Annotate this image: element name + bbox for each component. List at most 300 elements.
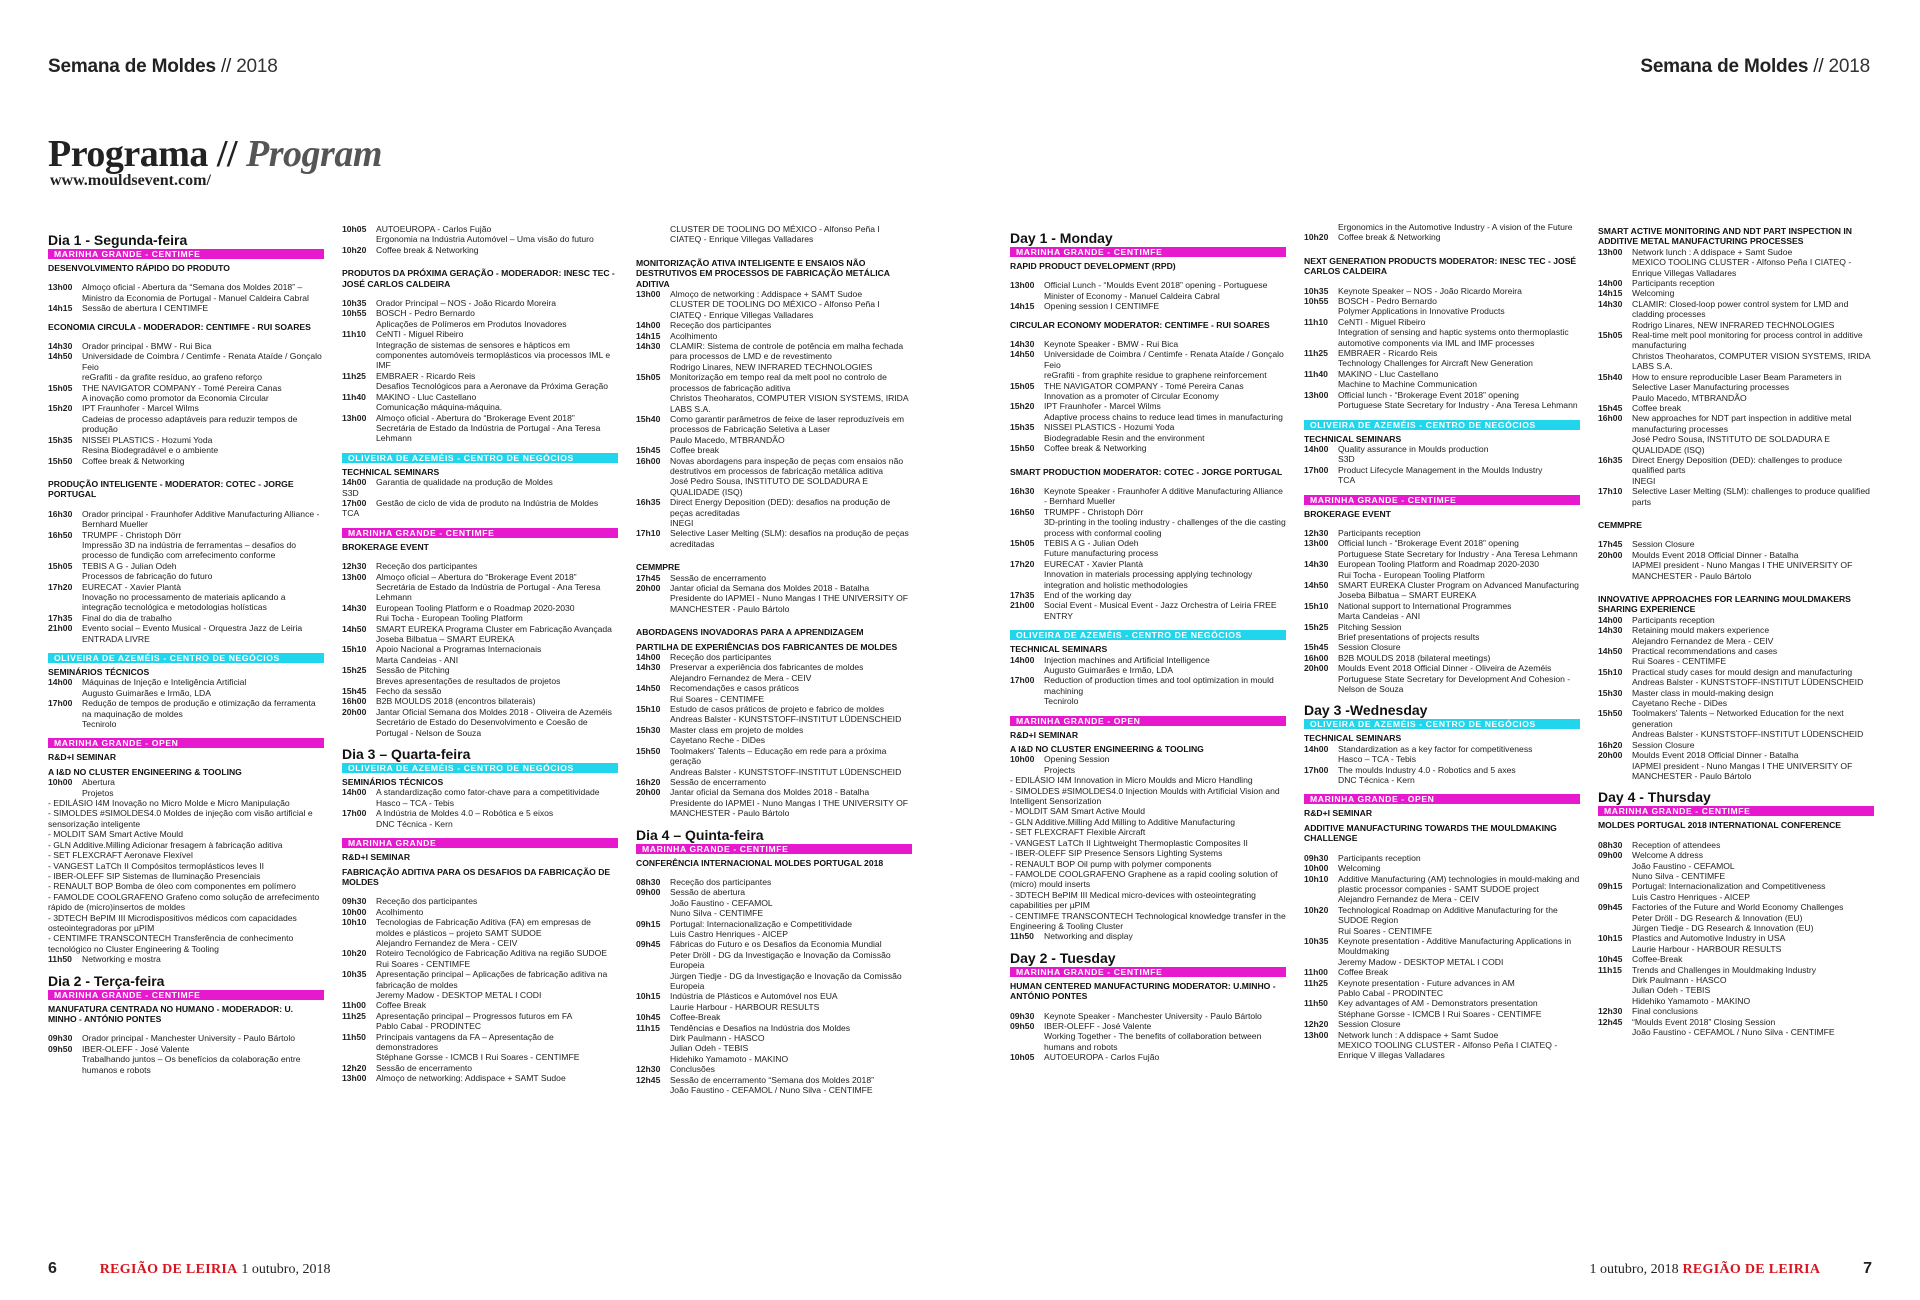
spacer <box>342 289 618 298</box>
entry-time: 10h35 <box>342 969 367 980</box>
entry-detail: INEGI <box>670 517 694 528</box>
entry-text: Coffee-Break <box>1632 954 1683 965</box>
spacer <box>342 887 618 896</box>
entry-detail: Stéphane Gorsse - ICMCB I Rui Soares - CENTIMFE <box>1338 1008 1542 1019</box>
entry-time: 12h45 <box>1598 1016 1623 1027</box>
entry-time: 10h55 <box>342 308 367 319</box>
entry-detail: Nuno Silva - CENTIMFE <box>1632 870 1726 881</box>
schedule-entry <box>636 662 912 672</box>
entry-detail: Breves apresentações de resultados de projetos <box>376 675 561 686</box>
schedule-entry <box>48 383 324 393</box>
entry-time: 13h00 <box>1010 280 1035 291</box>
entry-time: 17h45 <box>1598 539 1623 550</box>
entry-time: 10h45 <box>636 1012 661 1023</box>
entry-text: Welcome A ddress <box>1632 850 1704 861</box>
entry-text: EURECAT - Xavier Plantà <box>82 581 182 592</box>
session-heading: ADDITIVE MANUFACTURING TOWARDS THE MOULDMAKING CHALLENGE <box>1304 822 1557 844</box>
entry-time: 20h00 <box>636 583 661 593</box>
schedule-entry <box>1598 486 1874 507</box>
schedule-entry <box>1598 881 1874 891</box>
session-heading: HUMAN CENTERED MANUFACTURING MODERATOR: U.MINHO - ANTÓNIO PONTES <box>1010 980 1276 1002</box>
schedule-entry <box>1304 765 1580 775</box>
entry-time: 15h20 <box>48 403 73 414</box>
entry-time: 13h00 <box>342 1073 367 1084</box>
entry-text: Factories of the Future and World Economy Challenges <box>1632 902 1844 913</box>
entry-time: 17h20 <box>48 581 73 592</box>
entry-time: 11h50 <box>48 954 72 965</box>
session-heading: DESENVOLVIMENTO RÁPIDO DO PRODUTO <box>48 263 230 273</box>
entry-time: 12h30 <box>1304 527 1329 538</box>
entry-text: MAKINO - Lluc Castellano <box>1338 368 1439 379</box>
entry-text: Abertura <box>82 777 115 788</box>
entry-time: 10h20 <box>1304 904 1329 915</box>
entry-detail: Trabalhando juntos – Os benefícios da colaboração entre humanos e robots <box>82 1054 301 1075</box>
entry-detail: Working Together - The benefits of collaboration between humans and robots <box>1044 1031 1262 1052</box>
venue-band: OLIVEIRA DE AZEMÉIS - CENTRO DE NEGÓCIOS <box>342 763 618 773</box>
entry-time: 14h50 <box>1010 349 1035 360</box>
entry-text: Recomendações e casos práticos <box>670 683 799 694</box>
schedule-entry <box>636 372 912 393</box>
schedule-entry <box>636 887 912 897</box>
session-heading: MANUFATURA CENTRADA NO HUMANO - MODERADOR: U. MINHO - ANTÓNIO PONTES <box>48 1003 294 1024</box>
spacer <box>1010 271 1286 280</box>
program-column-3 <box>636 224 912 1095</box>
schedule-entry <box>48 530 324 540</box>
schedule-entry <box>342 696 618 706</box>
entry-text: Product Lifecycle Management in the Moulds Industry <box>1338 464 1543 475</box>
entry-text: Sessão de abertura <box>670 887 746 898</box>
entry-time: 14h30 <box>636 341 661 352</box>
entry-text: Master class in mould-making design <box>1632 687 1774 698</box>
schedule-entry <box>1304 369 1580 379</box>
entry-detail: Luis Castro Henriques - AICEP <box>1632 891 1750 902</box>
schedule-entry <box>1304 528 1580 538</box>
entry-time: 11h50 <box>342 1031 366 1042</box>
project-line: - SIMOLDES #SIMOLDES4.0 Moldes de injeção com visão artificial e sensorização inteligente <box>48 808 313 829</box>
entry-detail: INEGI <box>1632 475 1656 486</box>
entry-time: 14h15 <box>48 303 73 314</box>
schedule-entry <box>1598 288 1874 298</box>
schedule-entry <box>48 613 324 623</box>
schedule-entry <box>636 725 912 735</box>
entry-text: Opening session I CENTIMFE <box>1044 301 1160 312</box>
entry-text: Receção dos participantes <box>376 896 478 907</box>
schedule-entry <box>1598 902 1874 912</box>
entry-time: 14h30 <box>342 602 367 613</box>
session-heading: ABORDAGENS INOVADORAS PARA A APRENDIZAGEM <box>636 627 864 638</box>
spacer <box>48 1024 324 1033</box>
entry-time: 14h00 <box>1598 278 1623 289</box>
schedule-entry <box>1598 372 1874 393</box>
entry-text: Technological Roadmap on Additive Manufacturing for the SUDOE Region <box>1338 904 1558 926</box>
entry-text: TEBIS A G - Julian Odeh <box>1044 537 1139 548</box>
entry-text: Keynote presentation - Additive Manufacturing Applications in Mouldmaking <box>1338 935 1572 957</box>
spacer <box>1598 581 1874 590</box>
newspaper-brand-right: REGIÃO DE LEIRIA <box>1682 1262 1821 1277</box>
schedule-entry <box>48 677 324 687</box>
footer-left <box>48 1260 330 1278</box>
spacer <box>1010 477 1286 486</box>
entry-detail: Christos Theoharatos, COMPUTER VISION SYSTEMS, IRIDA LABS S.A. <box>1632 350 1871 372</box>
schedule-entry <box>1598 330 1874 351</box>
entry-text: Coffee Break <box>1338 967 1389 978</box>
entry-detail: Pablo Cabal - PRODINTEC <box>1338 987 1444 998</box>
project-line: - SET FLEXCRAFT Flexible Aircraft <box>1010 827 1146 838</box>
entry-time: 15h05 <box>636 372 661 383</box>
session-heading: FABRICAÇÃO ADITIVA PARA OS DESAFIOS DA FABRICAÇÃO DE MOLDES <box>342 866 611 887</box>
spacer <box>48 314 324 318</box>
entry-time: 10h05 <box>342 224 367 234</box>
entry-time: 14h30 <box>1598 625 1623 636</box>
entry-time: 12h45 <box>636 1074 661 1085</box>
entry-time: 14h30 <box>1598 298 1623 309</box>
entry-text: Sessão de encerramento <box>670 572 767 583</box>
entry-text: Official lunch - “Brokerage Event 2018” opening <box>1338 538 1519 549</box>
entry-text: Quality assurance in Moulds production <box>1338 443 1489 454</box>
entry-time: 16h35 <box>636 497 661 508</box>
entry-detail: Desafios Tecnológicos para a Aeronave da Próxima Geração <box>376 381 609 392</box>
schedule-entry <box>342 1000 618 1010</box>
entry-text: Receção dos participantes <box>670 320 772 331</box>
entry-time: 14h50 <box>1598 646 1623 657</box>
entry-time: 14h50 <box>342 623 367 634</box>
entry-time: 11h50 <box>1010 931 1034 942</box>
entry-detail: Rui Soares - CENTIMFE <box>1632 656 1727 667</box>
entry-detail: Jeremy Madow - DESKTOP METAL I CODI <box>376 989 542 1000</box>
entry-detail: Pablo Cabal - PRODINTEC <box>376 1021 482 1032</box>
schedule-entry <box>1010 422 1286 432</box>
schedule-entry <box>1304 905 1580 926</box>
session-heading: R&D+I SEMINAR <box>48 752 117 763</box>
entry-text: Networking and display <box>1044 931 1133 942</box>
entry-text: B2B MOULDS 2018 (bilateral meetings) <box>1338 652 1491 663</box>
schedule-entry <box>1304 998 1580 1008</box>
entry-detail: Portuguese State Secretary for Industry - Ana Teresa Lehmann <box>1338 400 1578 411</box>
schedule-entry <box>636 456 912 477</box>
venue-band: MARINHA GRANDE - OPEN <box>1304 794 1580 804</box>
entry-time: 14h00 <box>1598 614 1623 625</box>
entry-detail: reGrafiti - from graphite residue to graphene reinforcement <box>1044 370 1267 381</box>
session-heading: BROKERAGE EVENT <box>1304 508 1391 519</box>
entry-detail: A inovação como promotor da Economia Circular <box>82 393 269 404</box>
entry-detail: Paulo Macedo, MTBRANDÃO <box>670 434 785 445</box>
entry-detail: TCA <box>1338 475 1356 486</box>
entry-detail: Polymer Applications in Innovative Products <box>1338 306 1505 317</box>
schedule-entry <box>1010 443 1286 453</box>
schedule-entry <box>636 787 912 797</box>
entry-text: Direct Energy Deposition (DED): challenges to produce qualified parts <box>1632 454 1843 476</box>
entry-text: Tendências e Desafios na Indústria dos Moldes <box>670 1022 851 1033</box>
schedule-entry <box>636 877 912 887</box>
session-heading: R&D+I SEMINAR <box>342 852 411 863</box>
spacer <box>1598 507 1874 516</box>
entry-time: 14h50 <box>1304 579 1329 590</box>
entry-time: 16h35 <box>1598 454 1623 465</box>
schedule-entry <box>1304 232 1580 242</box>
schedule-entry <box>1010 486 1286 507</box>
entry-detail: MEXICO TOOLING CLUSTER - Alfonso Peña I CIATEQ - Enrique Villegas Valladares <box>1632 257 1852 278</box>
entry-text: Estudo de casos práticos de projeto e fabrico de moldes <box>670 704 885 715</box>
entry-detail: Jürgen Tiedje - DG Research & Innovation (EU) <box>1632 922 1814 933</box>
spacer <box>1598 831 1874 840</box>
entry-time: 14h30 <box>48 341 73 352</box>
entry-time: 14h00 <box>1304 443 1329 454</box>
spacer <box>1304 411 1580 420</box>
schedule-entry <box>48 623 324 644</box>
project-line: - EDILÁSIO I4M Innovation in Micro Moulds and Micro Handling <box>1010 775 1253 786</box>
schedule-entry <box>1598 740 1874 750</box>
venue-band: MARINHA GRANDE - OPEN <box>1010 716 1286 726</box>
schedule-entry <box>1304 874 1580 895</box>
spacer <box>342 444 618 453</box>
schedule-entry <box>1598 840 1874 850</box>
entry-detail: Secretária de Estado da Indústria de Portugal - Ana Teresa Lehmann <box>376 422 601 444</box>
day-heading: Day 4 - Thursday <box>1598 789 1711 806</box>
entry-time: 17h00 <box>1304 464 1329 475</box>
entry-time: 10h45 <box>1598 954 1623 965</box>
entry-detail: Marta Candeias - ANI <box>1338 611 1421 622</box>
entry-detail: Hasco – TCA - Tebis <box>1338 754 1417 765</box>
schedule-entry <box>1010 339 1286 349</box>
entry-time: 16h30 <box>1010 485 1035 496</box>
session-heading: TECHNICAL SEMINARS <box>1304 733 1402 744</box>
entry-detail: Integration of sensing and haptic systems onto thermoplastic automotive components via IML and IMF processes <box>1338 327 1569 348</box>
entry-text: IBER-OLEFF - José Valente <box>1044 1020 1152 1031</box>
footer-right <box>1590 1260 1872 1278</box>
entry-time: 09h00 <box>1598 850 1623 861</box>
entry-time: 09h30 <box>48 1033 73 1044</box>
entry-detail: 3D-printing in the tooling industry - challenges of the die casting process with conformal cooling <box>1044 517 1286 538</box>
entry-detail: Nuno Silva - CENTIMFE <box>670 908 764 919</box>
session-heading: CEMMPRE <box>636 562 680 573</box>
schedule-entry <box>342 498 618 508</box>
project-line: - 3DTECH BePIM III Medical micro-devices with osteointegrating capabilities per µPIM <box>1010 889 1256 911</box>
entry-detail: Secretário de Estado do Desenvolvimento e Coesão de Portugal - Nelson de Souza <box>376 717 588 738</box>
entry-time: 11h25 <box>342 1010 366 1021</box>
schedule-entry <box>1598 1017 1874 1027</box>
entry-time: 10h35 <box>342 298 367 309</box>
entry-detail: CLUSTER DE TOOLING DO MÉXICO - Alfonso Peña I CIATEQ - Enrique Villegas Valladares <box>670 299 880 320</box>
entry-detail: João Faustino - CEFAMOL <box>670 897 773 908</box>
schedule-entry <box>342 686 618 696</box>
entry-detail: Rodrigo Linares, NEW INFRARED TECHNOLOGIES <box>1632 319 1835 330</box>
project-line: - RENAULT BOP Bomba de óleo com componentes em polímero <box>48 881 296 892</box>
entry-time: 09h00 <box>636 887 661 898</box>
entry-time: 10h00 <box>1304 863 1329 874</box>
entry-time: 15h45 <box>1304 642 1329 653</box>
entry-text: Orador principal - Fraunhofer Additive Manufacturing Alliance - Bernhard Mueller <box>82 508 320 530</box>
schedule-entry <box>1598 615 1874 625</box>
entry-text: Sessão de encerramento <box>376 1062 473 1073</box>
entry-text: B2B MOULDS 2018 (encontros bilaterais) <box>376 696 536 707</box>
schedule-entry <box>1598 688 1874 698</box>
spacer <box>1010 1002 1286 1011</box>
schedule-entry <box>342 969 618 990</box>
schedule-entry <box>1598 954 1874 964</box>
session-heading: A I&D NO CLUSTER ENGINEERING & TOOLING <box>1010 744 1204 755</box>
entry-time: 09h30 <box>342 896 367 907</box>
project-line: - EDILÁSIO I4M Inovação no Micro Molde e Micro Manipulação <box>48 798 290 809</box>
session-heading: R&D+I SEMINAR <box>1304 808 1373 819</box>
entry-text: Coffee-Break <box>670 1012 721 1023</box>
masthead-sep: // <box>215 56 237 77</box>
schedule-entry <box>636 652 912 662</box>
entry-text: Real-time melt pool monitoring for process control in additive manufacturing <box>1632 330 1863 351</box>
session-heading: TECHNICAL SEMINARS <box>1010 644 1108 655</box>
entry-text: Keynote Speaker - BMW - Rui Bica <box>1044 339 1179 350</box>
schedule-entry <box>1304 863 1580 873</box>
entry-time: 11h40 <box>1304 368 1328 379</box>
entry-text: New approaches for NDT part inspection in additive metal manufacturing processes <box>1632 413 1852 434</box>
entry-time: 10h15 <box>636 991 661 1002</box>
entry-detail: Hasco – TCA - Tebis <box>376 797 455 808</box>
entry-detail: João Faustino - CEFAMOL / Nuno Silva - CENTIMFE <box>670 1085 873 1096</box>
entry-time: 14h50 <box>636 683 661 694</box>
schedule-entry <box>1304 622 1580 632</box>
entry-time: 09h15 <box>1598 881 1623 892</box>
spacer <box>1010 454 1286 463</box>
entry-text: Orador principal - BMW - Rui Bica <box>82 341 212 352</box>
entry-time: 15h05 <box>1598 330 1623 341</box>
schedule-entry <box>48 303 324 313</box>
event-url[interactable]: www.mouldsevent.com/ <box>50 172 211 189</box>
entry-time: 14h00 <box>1010 654 1035 665</box>
entry-text: TRUMPF - Christoph Dörr <box>1044 506 1144 517</box>
schedule-entry <box>48 351 324 372</box>
entry-text: BOSCH - Pedro Bernardo <box>1338 296 1437 307</box>
entry-text: Trends and Challenges in Mouldmaking Industry <box>1632 964 1817 975</box>
schedule-entry <box>1010 1021 1286 1031</box>
program-column-2 <box>342 224 618 1084</box>
entry-detail: Hidehiko Yamamoto - MAKINO <box>1632 995 1751 1006</box>
entry-time: 14h30 <box>636 662 661 673</box>
entry-detail: Augusto Guimarães e Irmão, LDA <box>1044 665 1173 675</box>
entry-time: 17h45 <box>636 572 661 583</box>
session-heading: TECHNICAL SEMINARS <box>1304 433 1402 444</box>
entry-text: IPT Fraunhofer - Marcel Wilms <box>82 403 199 414</box>
schedule-entry <box>1598 750 1874 760</box>
entry-text: Apoio Nacional a Programas Internacionais <box>376 644 542 655</box>
entry-text: Almoço oficial - Abertura do “Brokerage Event 2018” <box>376 412 575 423</box>
entry-time: 16h00 <box>1598 413 1623 424</box>
entry-text: Como garantir parâmetros de feixe de laser reproduzíveis em processos de Fabricação Seletiva a Laser <box>670 413 905 435</box>
spacer <box>636 614 912 623</box>
entry-time: 12h30 <box>636 1064 661 1075</box>
entry-detail: Rui Tocha - European Tooling Platform <box>1338 569 1485 580</box>
schedule-entry <box>1010 507 1286 517</box>
entry-detail: Laurie Harbour - HARBOUR RESULTS <box>1632 943 1782 954</box>
entry-time: 17h00 <box>1010 675 1035 686</box>
schedule-entry <box>1304 348 1580 358</box>
entry-time: 09h30 <box>1010 1010 1035 1021</box>
entry-time: 16h50 <box>48 529 73 540</box>
entry-time: 11h10 <box>342 329 366 340</box>
entry-time: 09h30 <box>1304 852 1329 863</box>
entry-text: Networking e mostra <box>82 954 161 965</box>
entry-detail: Jeremy Madow - DESKTOP METAL I CODI <box>1338 956 1504 967</box>
entry-text: Additive Manufacturing (AM) technologies in mould-making and plastic processor companies - SAMT SUDOE project <box>1338 873 1580 894</box>
schedule-entry <box>636 341 912 362</box>
entry-text: AUTOEUROPA - Carlos Fujão <box>376 224 492 234</box>
entry-time: 20h00 <box>1304 663 1329 674</box>
entry-time: 15h30 <box>1598 687 1623 698</box>
entry-text: Coffee Break <box>376 1000 427 1011</box>
schedule-entry <box>342 1073 618 1083</box>
entry-detail: Dirk Paulmann - HASCO <box>670 1033 765 1044</box>
project-line: - VANGEST LaTCh II Lightweight Thermoplastic Composites II <box>1010 837 1248 848</box>
schedule-entry <box>48 1033 324 1043</box>
schedule-entry <box>1598 550 1874 560</box>
entry-detail: DNC Técnica - Kern <box>376 818 453 829</box>
entry-time: 17h00 <box>342 497 367 508</box>
entry-text: Novas abordagens para inspeção de peças com ensaios não destrutivos em processos de fabricação metálica aditiva <box>670 455 904 476</box>
entry-detail: Presidente do IAPMEI - Nuno Mangas I THE UNIVERSITY OF MANCHESTER - Paulo Bártolo <box>670 593 909 614</box>
schedule-entry <box>1010 675 1286 696</box>
entry-text: Direct Energy Deposition (DED): desafios na produção de peças acreditadas <box>670 497 891 518</box>
entry-text: THE NAVIGATOR COMPANY - Tomé Pereira Canas <box>82 382 282 393</box>
entry-time: 15h25 <box>342 665 367 676</box>
entry-time: 11h25 <box>1304 348 1328 359</box>
entry-detail: DNC Técnica - Kern <box>1338 775 1415 786</box>
entry-time: 16h50 <box>1010 506 1035 517</box>
entry-detail: Aplicações de Polímeros em Produtos Inovadores <box>376 318 567 329</box>
entry-text: European Tooling Platform and Roadmap 2020-2030 <box>1338 559 1539 570</box>
entry-text: Coffee break & Networking <box>82 455 185 466</box>
entry-time: 13h00 <box>636 289 661 300</box>
venue-band: OLIVEIRA DE AZEMÉIS - CENTRO DE NEGÓCIOS <box>48 653 324 663</box>
title-pt: Programa <box>48 133 208 175</box>
entry-text: Coffee break <box>670 445 720 456</box>
entry-detail: Technology Challenges for Aircraft New Generation <box>1338 358 1533 369</box>
entry-detail: Cadeias de processo adaptáveis para reduzir tempos de produção <box>82 413 298 435</box>
spacer <box>342 829 618 838</box>
day-heading: Day 2 - Tuesday <box>1010 949 1116 966</box>
entry-text: EMBRAER - Ricardo Reis <box>376 370 476 381</box>
entry-detail: Processos de fabricação do futuro <box>82 571 213 582</box>
session-heading: CEMMPRE <box>1598 519 1642 530</box>
schedule-entry <box>342 787 618 797</box>
entry-time: 11h10 <box>1304 316 1328 327</box>
entry-text: Coffee break & Networking <box>1044 443 1147 454</box>
entry-text: Portugal: Internacionalização e Competitividade <box>670 918 853 929</box>
entry-text: Moulds Event 2018 Official Dinner - Batalha <box>1632 549 1799 560</box>
entry-time: 08h30 <box>1598 839 1623 850</box>
project-line: - CENTIMFE TRANSCONTECH Technological knowledge transfer in the Engineering & Tooling Cluster <box>1010 910 1286 931</box>
spacer <box>1304 519 1580 528</box>
schedule-entry <box>1010 1052 1286 1062</box>
session-heading: SMART PRODUCTION MODERATOR: COTEC - JORGE PORTUGAL <box>1010 466 1283 477</box>
entry-time: 11h15 <box>1598 964 1622 975</box>
session-heading: R&D+I SEMINAR <box>1010 729 1079 740</box>
footer-date-left: 1 outubro, 2018 <box>241 1262 331 1277</box>
spacer <box>1010 707 1286 716</box>
venue-band: MARINHA GRANDE <box>342 838 618 848</box>
entry-detail: Alejandro Fernandez de Mera - CEIV <box>376 937 518 948</box>
entry-detail: S3D <box>1338 454 1355 465</box>
schedule-entry <box>342 298 618 308</box>
schedule-entry <box>1304 1019 1580 1029</box>
project-line: - MOLDIT SAM Smart Active Mould <box>48 829 183 840</box>
schedule-entry <box>636 1064 912 1074</box>
entry-text: A standardização como fator-chave para a competitividade <box>376 787 600 798</box>
schedule-entry <box>48 435 324 445</box>
schedule-entry <box>636 583 912 593</box>
schedule-entry <box>342 948 618 958</box>
schedule-entry <box>1304 936 1580 957</box>
entry-detail: Tecnirolo <box>1044 696 1079 707</box>
schedule-entry <box>636 289 912 299</box>
session-heading: SMART ACTIVE MONITORING AND NDT PART INSPECTION IN ADDITIVE METAL MANUFACTURING PROCESSES <box>1598 226 1852 247</box>
